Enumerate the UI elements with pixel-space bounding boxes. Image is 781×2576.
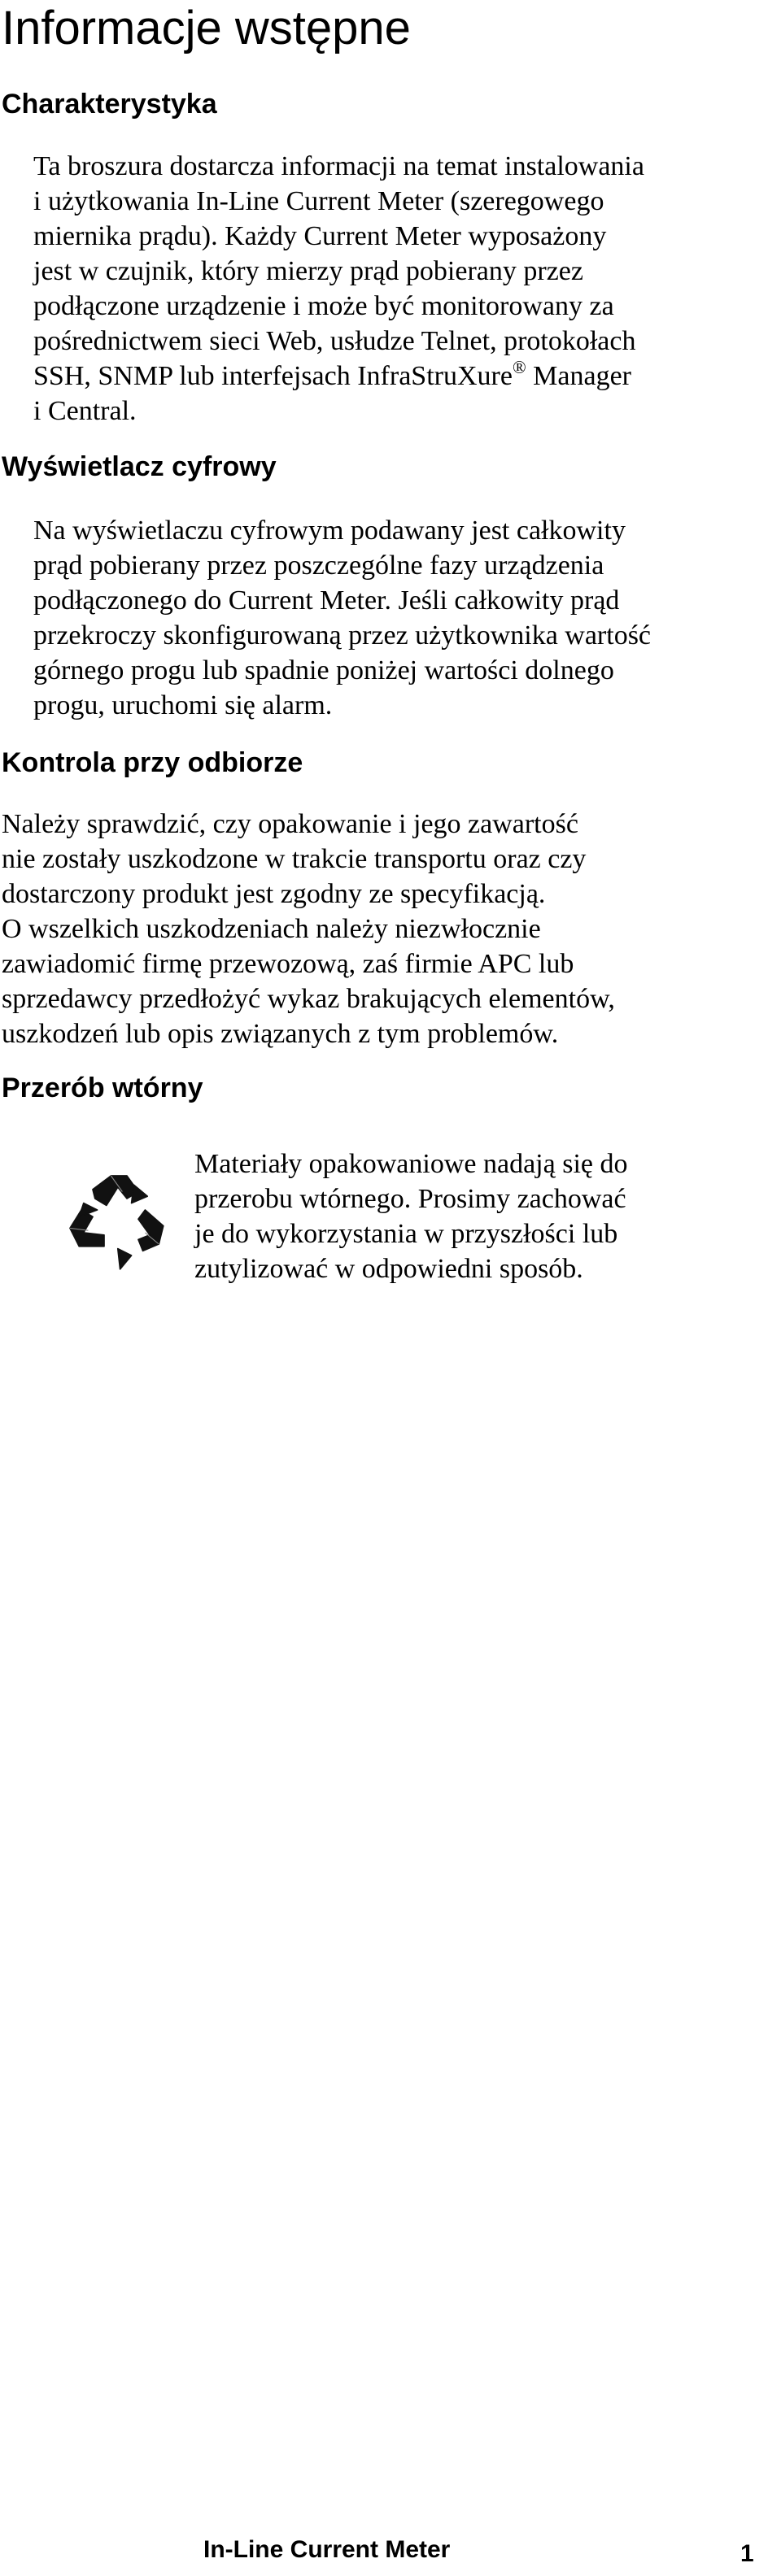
paragraph-line: miernika prądu). Każdy Current Meter wyposażony [33,221,607,251]
paragraph-line: podłączone urządzenie i może być monitorowany za [33,291,614,321]
paragraph-line: uszkodzeń lub opis związanych z tym problemów. [2,1019,559,1049]
section-body-charakterystyka [33,149,644,429]
paragraph-line: przerobu wtórnego. Prosimy zachować [194,1184,626,1214]
paragraph-line: zawiadomić firmę przewozową, zaś firmie APC lub [2,949,574,979]
section-body-wyswietlacz [33,513,651,723]
paragraph-line: prąd pobierany przez poszczególne fazy urządzenia [33,550,604,581]
paragraph-line [33,359,644,394]
paragraph-line: górnego progu lub spadnie poniżej wartości dolnego [33,655,614,685]
paragraph-line: dostarczony produkt jest zgodny ze specyfikacją. [2,879,546,909]
paragraph-line: zutylizować w odpowiedni sposób. [194,1254,583,1284]
paragraph-line: podłączonego do Current Meter. Jeśli całkowity prąd [33,585,620,616]
paragraph-line: przekroczy skonfigurowaną przez użytkownika wartość [33,620,652,651]
paragraph-line-text: Manager [526,361,631,391]
paragraph-line: Na wyświetlaczu cyfrowym podawany jest całkowity [33,516,626,546]
paragraph-line: je do wykorzystania w przyszłości lub [194,1219,618,1249]
section-body-kontrola [2,807,615,1051]
paragraph-line: i Central. [33,396,137,426]
paragraph-line: i użytkowania In-Line Current Meter (szeregowego [33,186,604,216]
section-heading-charakterystyka: Charakterystyka [2,89,217,120]
footer-product-name: In-Line Current Meter [203,2536,451,2563]
recycle-icon [59,1164,172,1278]
paragraph-line: Ta broszura dostarcza informacji na temat instalowania [33,151,644,181]
paragraph-line-text: SSH, SNMP lub interfejsach InfraStruXure [33,361,513,391]
page-number: 1 [740,2540,754,2567]
registered-mark: ® [512,357,526,377]
section-heading-wyswietlacz: Wyświetlacz cyfrowy [2,451,277,482]
page-title: Informacje wstępne [2,2,411,54]
paragraph-line: sprzedawcy przedłożyć wykaz brakujących elementów, [2,984,615,1014]
paragraph-line: nie zostały uszkodzone w trakcie transportu oraz czy [2,844,587,874]
paragraph-line: progu, uruchomi się alarm. [33,690,333,720]
paragraph-line: pośrednictwem sieci Web, usłudze Telnet, protokołach [33,326,636,356]
section-body-przerob [194,1147,627,1286]
paragraph-line: jest w czujnik, który mierzy prąd pobierany przez [33,256,583,286]
paragraph-line: Materiały opakowaniowe nadają się do [194,1149,628,1179]
section-heading-kontrola: Kontrola przy odbiorze [2,747,303,778]
section-heading-przerob: Przerób wtórny [2,1073,203,1103]
paragraph-line: Należy sprawdzić, czy opakowanie i jego zawartość [2,809,578,839]
paragraph-line: O wszelkich uszkodzeniach należy niezwłocznie [2,914,541,944]
